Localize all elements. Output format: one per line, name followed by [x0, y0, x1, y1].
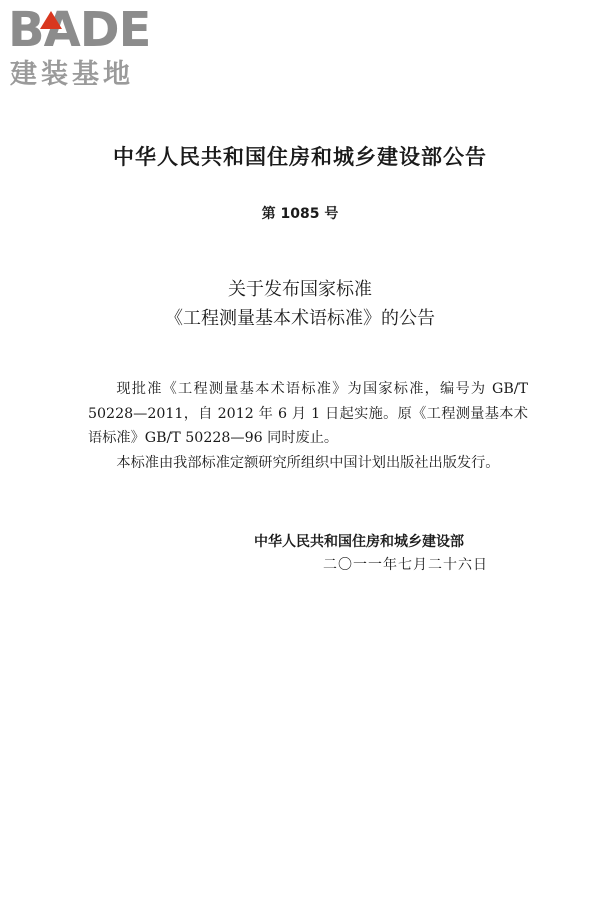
subject-line-2: 《工程测量基本术语标准》的公告 [165, 308, 435, 329]
announcement-subject [0, 275, 600, 333]
announcement-number: 第 1085 号 [261, 206, 339, 222]
logo-wordmark: BADE [8, 2, 151, 58]
announcement-body [88, 377, 528, 475]
logo-subtitle: 建装基地 [10, 59, 134, 90]
logo-accent-triangle [40, 11, 62, 29]
body-paragraph-2: 本标准由我部标准定额研究所组织中国计划出版社出版发行。 [116, 454, 500, 471]
bade-logo [8, 4, 178, 92]
issuer-signature: 中华人民共和国住房和城乡建设部 [254, 534, 464, 550]
subject-line-1: 关于发布国家标准 [228, 279, 372, 300]
body-paragraph-1: 现批准《工程测量基本术语标准》为国家标准，编号为 GB/T 50228—2011，自 2012 年 6 月 1 日起实施。原《工程测量基本术语标准》GB/T 50228—96 同时废止。 [88, 381, 528, 446]
announcement-title: 中华人民共和国住房和城乡建设部公告 [113, 145, 487, 169]
issue-date: 二〇一一年七月二十六日 [323, 557, 488, 573]
